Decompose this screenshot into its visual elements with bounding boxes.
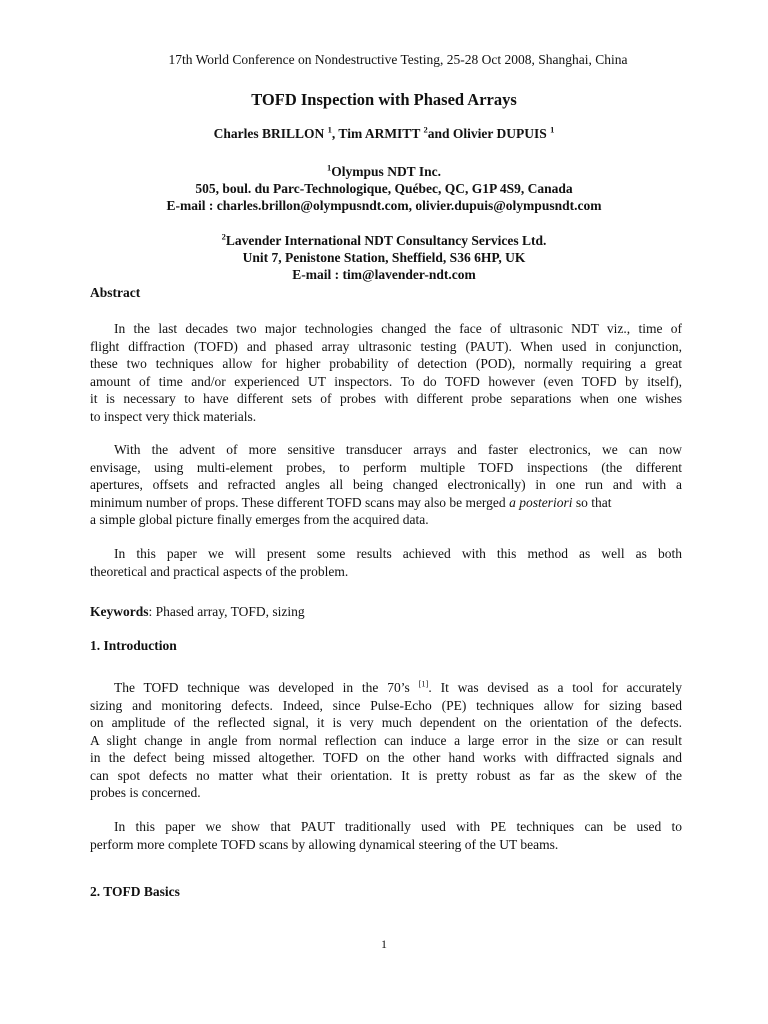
affiliation-1-mark: 1 [327,162,332,173]
abstract-p2-line: envisage, using multi-element probes, to perform multiple TOFD inspections (the different [90,459,682,475]
abstract-p1-line: amount of time and/or experienced UT inspectors. To do TOFD however (even TOFD by itself), [90,373,682,389]
paper-title: TOFD Inspection with Phased Arrays [251,90,517,109]
abstract-heading: Abstract [90,285,141,300]
author-1-affiliation-mark: 1 [327,124,332,135]
intro-p1-line: can spot defects no matter what their orientation. It is pretty robust as far as the skew of the [90,767,682,783]
a-posteriori-italic: a posteriori [509,494,573,510]
abstract-p1-line: these two techniques allow for higher probability of detection (POD), normally requiring a great [90,356,682,371]
abstract-p1-line: it is necessary to have different sets of probes with different probe separations when one wishes [90,391,682,406]
intro-p1-line: A slight change in angle from normal reflection can induce a large error in the size or can result [90,732,682,748]
abstract-p2-line-text: minimum number of props. These different TOFD scans may also be merged [90,494,506,510]
affiliation-1-name [0,164,768,180]
intro-p1-line-start: The TOFD technique was developed in the 70’s [114,680,410,695]
abstract-p2-line [90,494,682,512]
affiliation-2-mark: 2 [221,231,226,242]
intro-p2-line: perform more complete TOFD scans by allowing dynamical steering of the UT beams. [90,836,559,852]
affiliation-1-address: 505, boul. du Parc-Technologique, Québec, QC, G1P 4S9, Canada [195,181,573,196]
abstract-p1-line: flight diffraction (TOFD) and phased array ultrasonic testing (PAUT). When used in conjunction, [90,338,682,354]
abstract-p1-line: In the last decades two major technologies changed the face of ultrasonic NDT viz., time of [114,321,682,336]
affiliation-2-name-text: Lavender International NDT Consultancy Services Ltd. [225,233,547,248]
intro-p1-line: probes is concerned. [90,785,201,800]
author-2: , Tim ARMITT [331,126,421,141]
abstract-p2-line: With the advent of more sensitive transducer arrays and faster electronics, we can now [114,442,682,457]
abstract-p3-line: theoretical and practical aspects of the problem. [90,563,349,579]
affiliation-2-email: E-mail : tim@lavender-ndt.com [292,267,476,282]
abstract-p1-line: to inspect very thick materials. [90,408,257,424]
intro-p1-line: sizing and monitoring defects. Indeed, since Pulse-Echo (PE) techniques allow for sizing based [90,697,682,713]
intro-paragraph-2 [90,818,682,853]
intro-p1-line: on amplitude of the reflected signal, it is very much dependent on the orientation of the defects. [90,715,682,730]
affiliation-1-name-text: Olympus NDT Inc. [331,164,441,179]
author-3-affiliation-mark: 1 [550,124,555,135]
intro-p2-line: In this paper we show that PAUT traditionally used with PE techniques can be used to [114,819,682,834]
author-2-affiliation-mark: 2 [423,124,428,135]
abstract-p2-line-text-end: so that [575,494,612,510]
affiliation-1-email: E-mail : charles.brillon@olympusndt.com, olivier.dupuis@olympusndt.com [166,198,602,213]
keywords-line [90,604,305,620]
author-3: and Olivier DUPUIS [427,126,547,141]
intro-p1-line [90,679,682,697]
abstract-p3-line: In this paper we will present some results achieved with this method as well as both [114,546,682,561]
intro-p1-line-end: . It was devised as a tool for accurately [428,680,683,695]
section-2-heading: 2. TOFD Basics [90,884,180,899]
author-1: Charles BRILLON [213,126,325,141]
intro-paragraph-1 [90,679,682,802]
citation-ref-1: [1] [418,678,429,689]
intro-p1-line: in the defect being missed altogether. TOFD on the other hand works with diffracted signals and [90,750,682,765]
author-list [0,126,768,142]
section-1-heading: 1. Introduction [90,638,177,653]
abstract-paragraph-3 [90,545,682,580]
abstract-p2-line: apertures, offsets and refracted angles all being changed electronically) in one run and with a [90,477,682,492]
abstract-p2-line: a simple global picture finally emerges from the acquired data. [90,512,429,527]
abstract-paragraph-1 [90,320,682,425]
page-number: 1 [381,937,387,951]
affiliation-2-address: Unit 7, Penistone Station, Sheffield, S36 6HP, UK [242,250,526,265]
conference-header: 17th World Conference on Nondestructive Testing, 25-28 Oct 2008, Shanghai, China [168,52,628,67]
keywords-label: Keywords [90,604,149,619]
keywords-text: : Phased array, TOFD, sizing [148,604,305,619]
affiliation-2-name [0,233,768,249]
abstract-paragraph-2 [90,441,682,529]
